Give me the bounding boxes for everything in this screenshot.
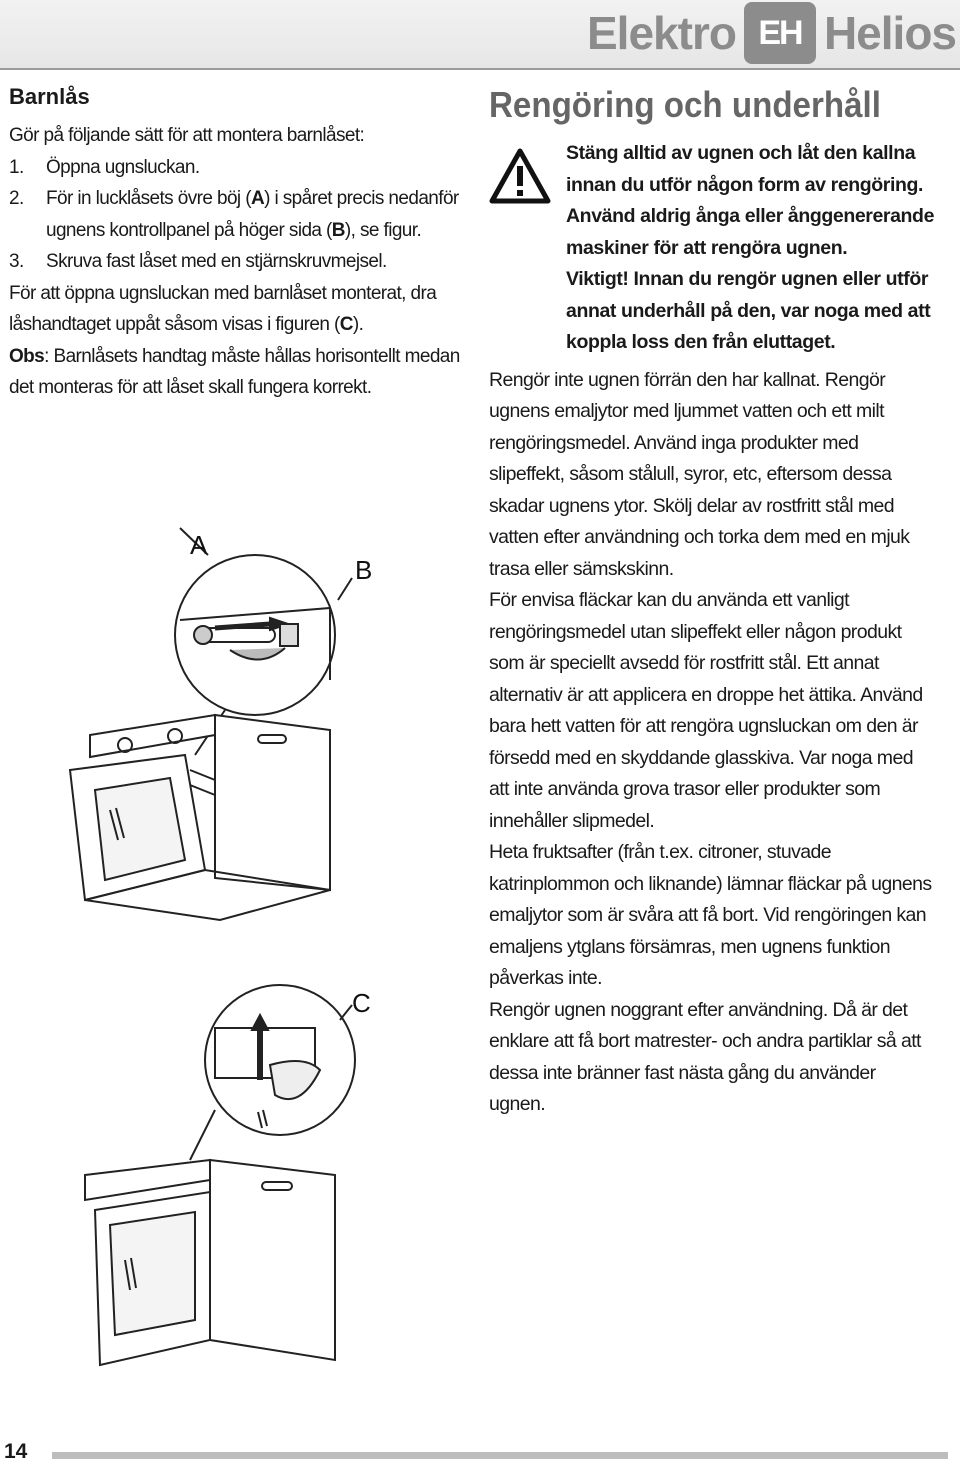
step-number: 1. [9, 156, 24, 178]
brand-badge: EH [744, 2, 816, 64]
oven-child-lock-figure [30, 520, 450, 1380]
open-instructions: För att öppna ugnsluckan med barnlåset monterat, dra låshandtaget uppåt såsom visas i figuren (C). [9, 282, 437, 335]
right-column [489, 84, 936, 1121]
warning-box [489, 138, 936, 359]
section-title-barnlas: Barnlås [9, 84, 90, 109]
brand-name-left: Elektro [587, 7, 736, 59]
figure-label-b: B [355, 555, 373, 585]
left-column [9, 84, 474, 404]
step-text: Skruva fast låset med en stjärnskruvmejsel. [46, 251, 387, 272]
footer-rule [52, 1452, 948, 1459]
body-paragraph-1: Rengör inte ugnen förrän den har kallnat. Rengör ugnens emaljytor med ljummet vatten och ett milt rengöringsmedel. Använd inga produkter med slipeffekt, såsom stålull, syror, etc, eftersom dessa skadar ugnens ytor. Skölj delar av rostfritt stål med vatten efter användning och torka dem med en mjuk trasa eller sämskskinn. [489, 368, 910, 580]
step-text: För in lucklåsets övre böj (A) i spåret precis nedanför ugnens kontrollpanel på höger sida (B), se figur. [46, 188, 459, 241]
page-title: Rengöring och underhåll [489, 84, 881, 125]
figure-label-a: A [190, 530, 208, 560]
list-item [9, 152, 474, 184]
step-number: 3. [9, 251, 24, 272]
steps-list [9, 152, 474, 278]
body-paragraph-3: Heta fruktsafter (från t.ex. citroner, stuvade katrinplommon och liknande) lämnar fläckar på ugnens emaljytor som är svåra att få bort. Vid rengöringen kan emaljens ytglans försämras, men ugnens funktion påverkas inte. [489, 841, 932, 989]
oven-illustration [30, 520, 450, 1380]
warning-text-1: Stäng alltid av ugnen och låt den kallna innan du utför någon form av rengöring. Använd aldrig ånga eller ånggenererande maskiner för att rengöra ugnen. [566, 142, 935, 259]
page-number: 14 [4, 1440, 28, 1463]
header-rule [0, 68, 960, 70]
brand-name-right: Helios [823, 7, 956, 59]
figure-label-c: C [352, 988, 371, 1018]
list-item [9, 183, 474, 246]
warning-triangle-icon [489, 148, 551, 204]
warning-text-2: Viktigt! Innan du rengör ugnen eller utför annat underhåll på den, var noga med att koppla loss den från eluttaget. [566, 268, 931, 353]
list-item [9, 246, 474, 278]
step-text: Öppna ugnsluckan. [46, 156, 200, 178]
step-number: 2. [9, 188, 24, 209]
obs-note: Obs: Barnlåsets handtag måste hållas horisontellt medan det monteras för att låset skall fungera korrekt. [9, 345, 460, 398]
body-paragraph-4: Rengör ugnen noggrant efter användning. Då är det enklare att få bort matrester- och andra partiklar så att dessa inte bränner fast nästa gång du använder ugnen. [489, 998, 921, 1115]
brand-logo [587, 2, 956, 64]
intro-text: Gör på följande sätt för att montera barnlåset: [9, 125, 365, 146]
body-paragraph-2: För envisa fläckar kan du använda ett vanligt rengöringsmedel utan slipeffekt eller någon produkt som är speciellt avsedd för rostfritt stål. Ett annat alternativ är att applicera en droppe het ättika. Använd bara hett vatten för att rengöra ugnsluckan om den är försedd med en skyddande glasskiva. Var noga med att inte använda grova trasor eller produkter som innehåller slipmedel. [489, 589, 923, 832]
